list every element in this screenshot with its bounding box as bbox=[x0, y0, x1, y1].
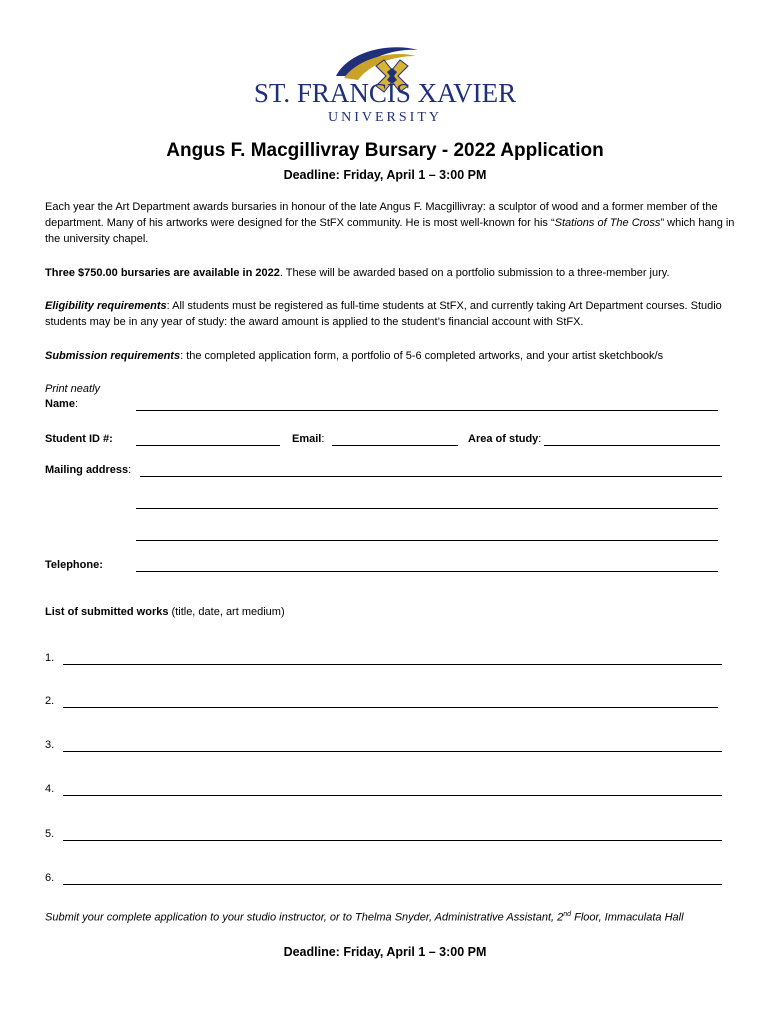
student-id-label: Student ID #: bbox=[45, 433, 113, 445]
mailing-address-label: Mailing address bbox=[45, 464, 129, 476]
work-item-number: 2. bbox=[45, 695, 55, 707]
name-label: Name bbox=[45, 398, 75, 410]
mailing-colon: : bbox=[128, 464, 132, 476]
eligibility-paragraph bbox=[45, 298, 735, 330]
submission-instructions bbox=[45, 911, 684, 924]
area-of-study-label: Area of study bbox=[468, 433, 539, 445]
instructions-text-2: Floor, Immaculata Hall bbox=[571, 911, 684, 924]
eligibility-text: : All students must be registered as full-time students at StFX, and currently taking Art Department courses. Studio students may be in any year of study: the award amount is applied to the student’s financial account with StFX. bbox=[45, 300, 722, 328]
instructions-text-1: Submit your complete application to your studio instructor, or to Thelma Snyder, Administrative Assistant, 2 bbox=[45, 911, 564, 924]
submission-label: Submission requirements bbox=[45, 350, 181, 362]
name-label-row bbox=[45, 398, 78, 410]
bursary-amount: Three $750.00 bursaries are available in 2022 bbox=[45, 267, 280, 279]
logo-name: ST. FRANCIS XAVIER bbox=[253, 78, 517, 108]
works-heading bbox=[45, 606, 285, 618]
submission-text: : the completed application form, a portfolio of 5-6 completed artworks, and your artist sketchbook/s bbox=[180, 350, 664, 362]
bursary-text: . These will be awarded based on a portfolio submission to a three-member jury. bbox=[279, 267, 670, 279]
area-label-row bbox=[468, 433, 541, 445]
work-item-number: 4. bbox=[45, 783, 55, 795]
intro-text-1: Each year the Art Department awards bursaries in honour of the late Angus F. Macgillivray: a sculptor of wood and a former member of the department. Many of his artworks were designed for the StFX community. He is most well-known for his “ bbox=[45, 201, 718, 229]
page-title: Angus F. Macgillivray Bursary - 2022 Application bbox=[166, 140, 604, 161]
email-colon: : bbox=[321, 433, 325, 445]
university-logo bbox=[248, 42, 523, 128]
work-item-field-4[interactable] bbox=[63, 795, 722, 796]
email-label: Email bbox=[292, 433, 322, 445]
work-item-field-1[interactable] bbox=[63, 664, 722, 665]
student-id-field[interactable] bbox=[136, 445, 280, 446]
area-of-study-field[interactable] bbox=[544, 445, 720, 446]
email-label-row bbox=[292, 433, 324, 445]
telephone-field[interactable] bbox=[136, 571, 718, 572]
works-heading-hint: (title, date, art medium) bbox=[168, 606, 285, 618]
mailing-address-field-1[interactable] bbox=[140, 476, 722, 477]
telephone-label: Telephone: bbox=[45, 559, 103, 571]
instructions-superscript: nd bbox=[563, 911, 572, 918]
eligibility-label: Eligibility requirements bbox=[45, 300, 167, 312]
intro-text-2: ” which hang in the university chapel. bbox=[45, 217, 735, 245]
work-item-field-3[interactable] bbox=[63, 751, 722, 752]
name-colon: : bbox=[74, 398, 79, 410]
bursary-paragraph bbox=[45, 265, 735, 281]
work-item-field-5[interactable] bbox=[63, 840, 722, 841]
work-item-number: 6. bbox=[45, 872, 55, 884]
works-heading-label: List of submitted works bbox=[45, 606, 169, 618]
name-field[interactable] bbox=[136, 410, 718, 411]
work-item-field-6[interactable] bbox=[63, 884, 722, 885]
print-neatly-note: Print neatly bbox=[45, 383, 101, 395]
deadline-bottom: Deadline: Friday, April 1 – 3:00 PM bbox=[283, 945, 487, 959]
work-item-number: 5. bbox=[45, 828, 55, 840]
mailing-address-field-3[interactable] bbox=[136, 540, 718, 541]
mailing-address-field-2[interactable] bbox=[136, 508, 718, 509]
intro-paragraph bbox=[45, 199, 735, 247]
submission-paragraph bbox=[45, 348, 735, 364]
email-field[interactable] bbox=[332, 445, 458, 446]
mailing-label-row bbox=[45, 464, 131, 476]
xavier-crest-icon bbox=[248, 42, 523, 128]
work-item-number: 1. bbox=[45, 652, 55, 664]
work-item-field-2[interactable] bbox=[63, 707, 718, 708]
intro-artwork-title: Stations of The Cross bbox=[554, 217, 661, 229]
work-item-number: 3. bbox=[45, 739, 55, 751]
logo-subtitle: UNIVERSITY bbox=[328, 110, 442, 125]
deadline-top: Deadline: Friday, April 1 – 3:00 PM bbox=[283, 168, 487, 182]
area-colon: : bbox=[538, 433, 542, 445]
